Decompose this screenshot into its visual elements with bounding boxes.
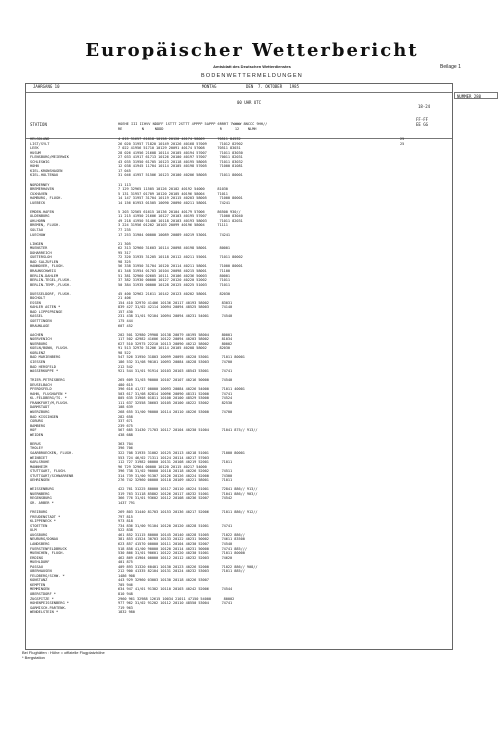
station-name: PFERDSFELD xyxy=(30,387,52,392)
column-header-codes-sub: RE N NDDD R 12 NLMH xyxy=(118,127,257,131)
station-data: 51 381 32960 02605 10111 20106 40236 50003 80001 xyxy=(118,273,231,278)
station-data: 62 313 32960 31603 10114 20098 40198 58001 80001 xyxy=(118,246,231,251)
station-data: 276 742 32960 00000 10118 20109 40221 58001 71011 xyxy=(118,478,233,483)
station-name: FRANKFURT/M,FLUGH. xyxy=(30,400,69,405)
station-data: 212 900 41335 82104 10131 20124 40232 53003 71011 885// xyxy=(118,569,245,574)
station-name: FREIBURG xyxy=(30,510,48,515)
station-name: BREMEN, FLUGH. xyxy=(30,223,61,228)
observation-time: 00 UHR UTC xyxy=(237,100,262,105)
station-data: 1437 791 xyxy=(118,501,135,505)
station-name: BREMERHAVEN xyxy=(30,187,54,192)
station-name: WEISSENBURG xyxy=(30,487,54,492)
station-data: 17 045 xyxy=(118,168,131,173)
station-name: NUERNBERG xyxy=(30,491,50,496)
station-name: KEMPTEN xyxy=(30,582,46,587)
station-name: OEHRINGEN xyxy=(30,478,50,483)
station-data: 973 818 xyxy=(118,519,133,524)
station-name: NOERVENICH xyxy=(30,337,52,342)
station-data: 2960 961 32988 12615 10034 21011 47150 54000 80002 xyxy=(118,596,235,601)
station-name: MANNHEIM xyxy=(30,464,48,469)
station-name: WENDELSTEIN * xyxy=(30,610,59,615)
weekday-label: MONTAG xyxy=(202,84,217,89)
station-name: BRAUNSCHWEIG xyxy=(30,268,56,273)
station-name: BERLIN-TEGEL,FLUGH. xyxy=(30,278,72,283)
station-name: ERDING xyxy=(30,555,43,560)
station-name: BOCHOLT xyxy=(30,296,46,301)
station-name: GIESSEN xyxy=(30,359,46,364)
station-data: 805 635 31908 01811 10100 20100 48529 53000 74524 xyxy=(118,396,233,401)
station-data: 11 113 xyxy=(118,182,131,187)
station-name: GUETERSLOH xyxy=(30,255,52,260)
station-name: ULM xyxy=(30,528,37,533)
station-name: STUTTGART/SCHNARRENB xyxy=(30,473,74,478)
station-name: HOF xyxy=(30,428,37,433)
station-data: 396 616 41/37 00000 10093 20084 40226 54000 71011 40001 xyxy=(118,387,245,392)
station-name: BAD LIPPSPRINGE xyxy=(30,309,63,314)
station-name: HAMBURG, FLUGH. xyxy=(30,196,63,201)
jahrgang-label: JAHRGANG 10 xyxy=(33,84,60,89)
station-name: LUEBECK xyxy=(30,200,46,205)
column-header-ee: EE GG xyxy=(416,122,429,127)
station-data: 12 038 41945 11704 10114 20105 40198 57005 71000 81081 xyxy=(118,164,243,169)
station-data: 37 382 31930 00000 10127 20120 40220 52002 71011 xyxy=(118,278,231,283)
station-data: 623 857 41570 00000 10111 20104 40230 52007 74540 xyxy=(118,541,233,546)
section-title: BODENWETTERMELDUNGEN xyxy=(201,73,303,79)
station-name: LEEK xyxy=(30,146,39,151)
station-data: 231 438 31/01 92104 10094 20094 40231 54001 74540 xyxy=(118,314,233,319)
station-name: MUENSTER xyxy=(30,246,48,251)
station-data: 98 325 xyxy=(118,259,131,264)
station-data: 422 761 31225 80000 10117 20110 40224 51001 72841 886// 913// xyxy=(118,487,258,492)
station-data: 111 637 32558 30603 10105 20100 40222 53002 82530 xyxy=(118,400,233,405)
station-data: 518 858 41/00 90000 10120 20114 40231 50000 74741 885/// xyxy=(118,546,247,551)
station-data: 269 803 31440 81703 10153 20136 40217 52006 71011 886// 912// xyxy=(118,510,258,515)
station-data: 530 866 31/01 90601 10122 20120 40230 51001 71011 80000 xyxy=(118,551,245,556)
station-name: KIEL-HOLTENAU xyxy=(30,173,59,178)
station-name: ESSEN xyxy=(30,300,41,305)
station-name: AACHEN xyxy=(30,332,43,337)
station-data: 96 729 32964 00000 10120 20115 40217 54000 xyxy=(118,464,207,469)
station-data: 462 869 41904 00000 10112 20112 40232 52003 74620 xyxy=(118,555,233,560)
station-data: 5 131 31957 01709 10120 20105 40196 58004 71011 xyxy=(118,191,228,196)
station-data: 322 708 31935 31002 10125 20113 40218 51001 71000 80001 xyxy=(118,450,245,455)
station-name: OBERHAUSEN xyxy=(30,569,52,574)
station-name: SOLTAU xyxy=(30,228,43,232)
station-data: 627 510 32975 22210 10113 20090 40212 58002 80002 xyxy=(118,341,233,346)
station-data: 839 427 31/02 42114 10094 20094 48525 58003 74140 xyxy=(118,305,233,310)
station-name: BAD KISSINGEN xyxy=(30,414,59,419)
station-data: 1486 908 xyxy=(118,573,135,578)
station-data: 265 609 31/03 90000 10107 20107 40216 50000 74540 xyxy=(118,378,233,383)
station-data: 503 617 31/08 82814 10096 20090 48131 52000 74741 xyxy=(118,391,233,396)
station-name: KL.FELDBERG/TS. * xyxy=(30,396,67,401)
station-name: KAHLER ASTEN * xyxy=(30,305,61,310)
station-name: LUECHOW xyxy=(30,232,46,237)
column-header-ff: FF-FF xyxy=(416,117,429,122)
station-data: 443 929 32960 03003 10130 20118 40226 53007 xyxy=(118,578,209,583)
station-data: 381 853 41524 30703 10133 20122 40231 50002 74611 83500 xyxy=(118,537,245,542)
station-data: 396 738 31/02 90000 10118 20118 40226 52002 74511 xyxy=(118,469,233,474)
station-data: 314 739 31/00 91307 10126 20126 40224 52000 74300 xyxy=(118,473,233,478)
column-header-codes: HOEHE III IIHVV NDDFF 1STTT 2STTT 4PPPP 5APPP 6RRRT 7WWWW 8NCCC 9HH// xyxy=(118,122,268,126)
station-data: 98 522 xyxy=(118,350,131,355)
station-extra: 25 xyxy=(400,137,405,141)
station-data: 27 033 41917 61713 10126 20100 40197 57007 70011 82031 xyxy=(118,155,243,160)
station-data: 977 962 31/02 91202 10112 20110 48550 53004 74741 xyxy=(118,601,233,606)
station-data: 705 946 xyxy=(118,582,133,587)
station-data: 319 763 31118 85802 10126 20117 40232 51001 71041 886// 903// xyxy=(118,491,258,496)
station-name: STOETTEN xyxy=(30,523,48,528)
station-name: KARLSRUHE xyxy=(30,460,50,465)
station-data: 607 452 xyxy=(118,323,133,328)
station-name: DOHARREICH xyxy=(30,250,52,255)
station-data: 112 727 31982 00000 10131 20108 40219 52001 71011 xyxy=(118,460,233,465)
station-name: KIEL-KRONSHAGEN xyxy=(30,168,63,173)
station-name: BAD MARIENBERG xyxy=(30,355,61,360)
station-name: HELGOLAND xyxy=(30,137,50,141)
station-data: 363 704 xyxy=(118,441,133,446)
station-data: 95 317 xyxy=(118,250,131,255)
station-data: 43 035 31950 61705 10123 20118 40195 58005 71011 83032 xyxy=(118,159,243,164)
station-name: AHLHORN xyxy=(30,218,46,223)
date-label: DEN 7. OKTOBER 1985 xyxy=(246,84,299,89)
station-name: GOETTINGEN xyxy=(30,319,52,323)
station-data: 45 400 32962 21611 10142 20123 40202 58001 82030 xyxy=(118,291,231,296)
station-name: KOELN/BONN, FLUGH. xyxy=(30,346,69,351)
footnote-mountain: * Bergstation xyxy=(22,655,45,660)
station-data: 5 203 32565 61615 10136 20104 40179 57006 86500 930// xyxy=(118,209,241,214)
station-name: TRIER-PETRISBERG xyxy=(30,378,65,383)
station-data: 719 963 xyxy=(118,605,133,610)
station-name: REGENSBURG xyxy=(30,496,52,501)
station-data: 810 948 xyxy=(118,592,133,596)
station-data: 337 671 xyxy=(118,419,133,424)
station-name: WEINBIET xyxy=(30,455,48,460)
station-data: 108 639 xyxy=(118,405,133,410)
station-name: NORDERNEY xyxy=(30,182,50,187)
station-data: 547 526 31950 31803 10099 20095 40220 53001 71011 80001 xyxy=(118,355,245,360)
station-name: BERLIN-DAHLEM xyxy=(30,273,59,278)
station-data: 26 020 31957 71820 10149 20126 40168 57009 71012 82902 xyxy=(118,141,243,146)
station-name: KONSTANZ xyxy=(30,578,48,583)
station-data: 186 532 31/08 90101 10093 20084 40228 53003 74700 xyxy=(118,359,233,364)
station-name: FLENSBURG/MEIERWIK xyxy=(30,155,69,160)
station-data: 212 542 xyxy=(118,364,133,369)
station-data: 56 338 31950 31704 10120 20114 40211 58001 71000 80001 xyxy=(118,264,243,269)
station-data: 154 410 32970 41406 10136 20117 40193 58002 83031 xyxy=(118,300,233,305)
station-name: MUEHLDORF xyxy=(30,560,50,565)
station-name: PASSAU xyxy=(30,564,43,569)
station-name: DEUSELBACH xyxy=(30,382,52,387)
station-name: LINGEN xyxy=(30,241,43,246)
station-data: 21 305 xyxy=(118,241,131,246)
station-data: 14 147 31957 31704 10119 20115 40203 58005 71000 80001 xyxy=(118,196,243,201)
station-data: 409 893 31320 60401 10130 20123 40226 52000 71022 886// 908// xyxy=(118,564,258,569)
station-data: 202 501 32980 29908 10138 20079 40195 58004 80001 xyxy=(118,332,233,337)
station-name: MUENCHEN, FLUGH. xyxy=(30,551,65,556)
station-name: KLIPPENECK * xyxy=(30,519,56,524)
station-data: 157 430 xyxy=(118,309,133,314)
time-window: 18-24 xyxy=(418,104,431,109)
station-name: HAHN, FLUGHAFEN * xyxy=(30,391,67,396)
station-data: 734 836 31/00 91104 10120 20120 40228 51001 74741 xyxy=(118,523,233,528)
station-data: 14 156 01953 01505 10090 20090 40211 58001 74241 xyxy=(118,200,231,205)
station-data: 175 444 xyxy=(118,319,133,323)
station-name: THOLEY xyxy=(30,446,43,451)
station-name: WEIDEN xyxy=(30,432,43,437)
station-data: 553 724 46/02 71311 10124 20114 40217 57003 xyxy=(118,455,209,460)
station-data: 480 615 xyxy=(118,382,133,387)
station-data: 396 706 xyxy=(118,446,133,451)
station-data: 921 544 31/01 91914 10103 20103 48543 53001 74741 xyxy=(118,369,233,374)
station-data: 366 776 31/01 93602 10112 20108 40236 52007 74542 xyxy=(118,496,233,501)
station-data: 72 320 31935 31205 10118 20112 40211 55001 71011 80002 xyxy=(118,255,243,260)
footnote-airports: Bei Flughäfen : Höhe = offizielle Flugplatzhöhe xyxy=(22,650,105,655)
station-name: HANNOVER, FLUGH. xyxy=(30,264,65,269)
station-name: BERUS xyxy=(30,441,41,446)
station-name: LANDSBERG xyxy=(30,541,50,546)
station-extra: 25 xyxy=(400,141,405,146)
station-name: WASSERKUPPE * xyxy=(30,369,59,374)
station-data: 117 502 42982 41606 10122 20094 40203 58002 81034 xyxy=(118,337,233,342)
station-data: 7 022 41956 51710 10129 20091 40174 57008 70511 83031 xyxy=(118,146,241,151)
station-data: 567 685 31430 71703 10117 20104 40230 51004 71041 875// 913// xyxy=(118,428,258,433)
station-name: BAD HERSFELD xyxy=(30,364,56,369)
station-name: DUESSELDORF, FLUGH. xyxy=(30,291,72,296)
station-data: 1832 980 xyxy=(118,610,135,615)
station-name: CUXHAVEN xyxy=(30,191,48,196)
station-name: FREUDENSTADT * xyxy=(30,514,61,519)
issue-number: NUMMER 280 xyxy=(454,92,498,99)
station-name: HUSUM xyxy=(30,150,41,155)
station-data: 21 406 xyxy=(118,296,131,301)
report-title: Europäischer Wetterbericht xyxy=(85,40,419,61)
station-name: AUGSBURG xyxy=(30,532,48,537)
station-data: 4 015 31657 61818 10158 20120 40174 58009 70511 84532 xyxy=(118,137,241,141)
station-name: BRAUNLAGE xyxy=(30,323,50,328)
station-name: LIST/SYLT xyxy=(30,141,50,146)
station-name: GR. ARBER * xyxy=(30,501,54,505)
station-name: NEUBURG/DONAU xyxy=(30,537,59,542)
report-subtitle: Amtsblatt des Deutschen Wetterdienstes xyxy=(213,64,291,69)
station-data: 282 658 xyxy=(118,414,133,419)
station-data: 401 875 xyxy=(118,560,133,565)
station-data: 268 655 31/00 90000 10114 20110 40226 53000 74700 xyxy=(118,410,233,414)
station-name: SAARBRUECKEN, FLUGH. xyxy=(30,450,74,455)
station-data: 11 215 41950 21606 10127 20103 40195 57007 71000 83040 xyxy=(118,214,243,219)
station-data: 522 838 xyxy=(118,528,133,533)
station-data: 3 224 31956 01202 10103 20099 40196 58004 71111 xyxy=(118,223,228,228)
station-name: SCHLESWIG xyxy=(30,159,50,164)
station-name: STUTTGART, FLUGH. xyxy=(30,469,67,474)
header-rule xyxy=(26,92,452,93)
station-name: HOHN xyxy=(30,164,39,169)
station-data: 797 815 xyxy=(118,514,133,519)
station-name: NUERBURG xyxy=(30,341,48,346)
station-name: KOBLENZ xyxy=(30,350,46,355)
station-name: FUERSTENFELDBRUCK xyxy=(30,546,67,551)
station-name: EMDEN-HAFEN xyxy=(30,209,54,214)
station-data: 81 348 31954 01703 10104 20098 40215 58001 71100 xyxy=(118,268,231,273)
station-data: 17 253 31904 00000 10089 20089 40219 53001 74241 xyxy=(118,232,231,237)
station-name: COBURG xyxy=(30,419,43,424)
station-data: 31 046 41957 51506 10123 20100 40206 58005 71011 80001 xyxy=(118,173,243,178)
station-data: 461 852 31115 80000 10145 20140 40228 51005 71022 886// xyxy=(118,532,245,537)
station-data: 77 235 xyxy=(118,228,131,232)
station-data: 49 218 41950 51406 10118 20103 40193 58003 71011 82031 xyxy=(118,218,243,223)
station-data: 7 129 32965 11505 10126 20102 40192 54000 81030 xyxy=(118,187,228,192)
station-data: 239 675 xyxy=(118,423,133,428)
station-data: 634 947 41/01 91302 10110 20103 40242 52006 74544 xyxy=(118,587,233,592)
station-data: 28 026 41956 21608 10114 20105 40194 57007 71011 83030 xyxy=(118,150,243,155)
beilage-label: Beilage 1 xyxy=(440,64,461,70)
station-name: OBERSTDORF * xyxy=(30,592,56,596)
station-name: GARMISCH-PARTENK. xyxy=(30,605,67,610)
station-name: WUERZBURG xyxy=(30,410,50,414)
station-name: DARMSTADT xyxy=(30,405,50,410)
station-name: OLDENBURG xyxy=(30,214,50,219)
station-name: ZUGSPITZE * xyxy=(30,596,54,601)
station-name: BERLIN-TEMP.,FLUGH. xyxy=(30,282,72,287)
column-header-station: STATION xyxy=(30,122,47,127)
station-name: FELDBERG/SCHW. * xyxy=(30,573,65,578)
station-name: HOHENPEISSENBERG * xyxy=(30,601,69,606)
station-data: 91 513 32970 31206 10114 20105 40208 58002 82030 xyxy=(118,346,231,351)
station-data: 50 384 31935 00000 10128 20125 40225 51003 71011 xyxy=(118,282,231,287)
station-name: BAMBERG xyxy=(30,423,46,428)
station-data: 438 688 xyxy=(118,432,133,437)
station-name: BAD SALZUFLEN xyxy=(30,259,59,264)
station-name: KASSEL xyxy=(30,314,43,319)
station-name: MEMMINGEN xyxy=(30,587,50,592)
